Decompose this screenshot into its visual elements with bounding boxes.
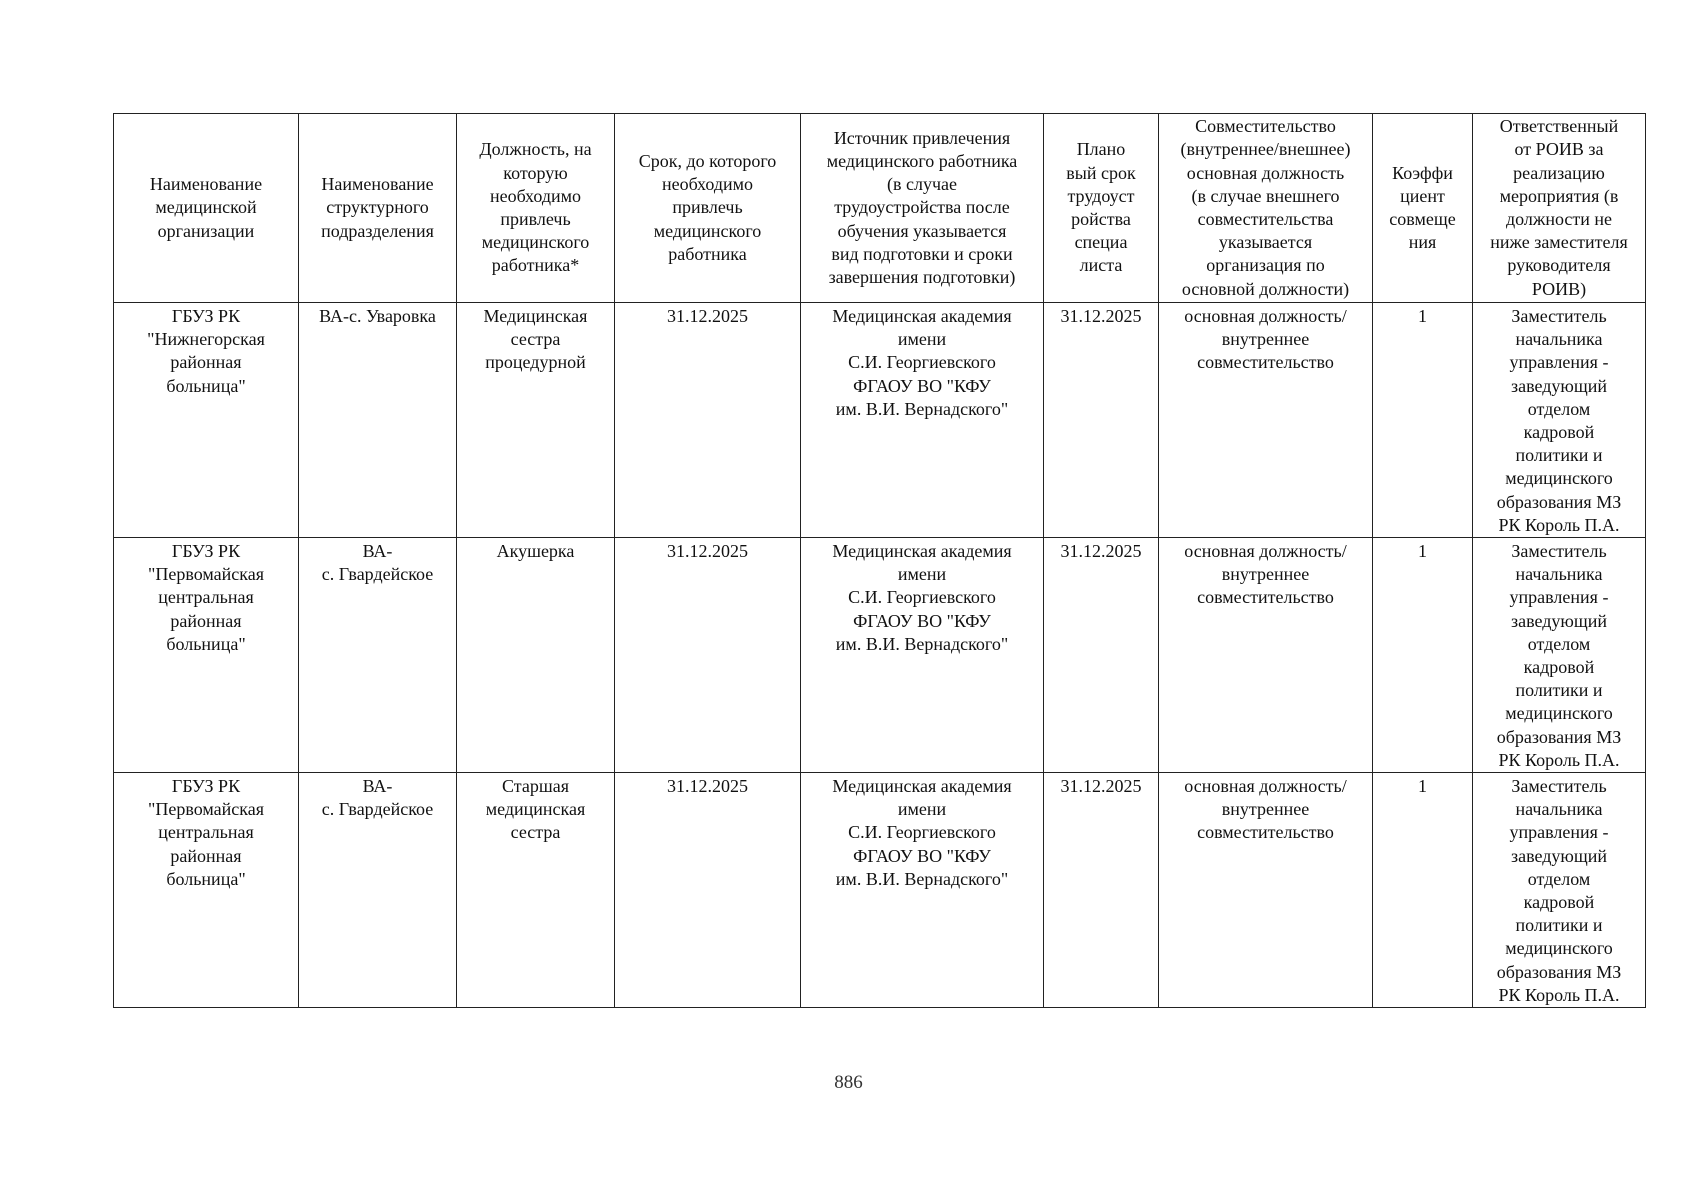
cell-organization: ГБУЗ РК "Первомайская центральная районная больница" (114, 538, 299, 773)
table-row (114, 538, 1646, 773)
table-row (114, 303, 1646, 538)
cell-position: Акушерка (457, 538, 615, 773)
cell-planned-date: 31.12.2025 (1044, 538, 1159, 773)
cell-coefficient: 1 (1373, 538, 1473, 773)
cell-position: Медицинская сестра процедурной (457, 303, 615, 538)
cell-source: Медицинская академия имени С.И. Георгиевского ФГАОУ ВО "КФУ им. В.И. Вернадского" (801, 773, 1044, 1008)
header-responsible: Ответственный от РОИВ за реализацию мероприятия (в должности не ниже заместителя руководителя РОИВ) (1473, 114, 1646, 303)
header-department: Наименование структурного подразделения (299, 114, 457, 303)
header-coefficient: Коэффи циент совмеще ния (1373, 114, 1473, 303)
cell-organization: ГБУЗ РК "Нижнегорская районная больница" (114, 303, 299, 538)
cell-responsible: Заместитель начальника управления - заведующий отделом кадровой политики и медицинского образования МЗ РК Король П.А. (1473, 538, 1646, 773)
cell-deadline: 31.12.2025 (615, 538, 801, 773)
cell-department: ВА- с. Гвардейское (299, 538, 457, 773)
cell-source: Медицинская академия имени С.И. Георгиевского ФГАОУ ВО "КФУ им. В.И. Вернадского" (801, 538, 1044, 773)
header-source: Источник привлечения медицинского работника (в случае трудоустройства после обучения указывается вид подготовки и сроки завершения подготовки) (801, 114, 1044, 303)
table-header-row (114, 114, 1646, 303)
cell-responsible: Заместитель начальника управления - заведующий отделом кадровой политики и медицинского образования МЗ РК Король П.А. (1473, 773, 1646, 1008)
cell-position: Старшая медицинская сестра (457, 773, 615, 1008)
cell-department: ВА- с. Гвардейское (299, 773, 457, 1008)
header-combination: Совместительство (внутреннее/внешнее) основная должность (в случае внешнего совместительства указывается организация по основной должности) (1159, 114, 1373, 303)
cell-planned-date: 31.12.2025 (1044, 773, 1159, 1008)
cell-combination: основная должность/ внутреннее совместительство (1159, 538, 1373, 773)
cell-deadline: 31.12.2025 (615, 773, 801, 1008)
table-row (114, 773, 1646, 1008)
header-planned-date: Плано вый срок трудоуст ройства специа листа (1044, 114, 1159, 303)
cell-combination: основная должность/ внутреннее совместительство (1159, 303, 1373, 538)
staffing-table (113, 113, 1646, 1008)
header-position: Должность, на которую необходимо привлечь медицинского работника* (457, 114, 615, 303)
cell-coefficient: 1 (1373, 303, 1473, 538)
cell-department: ВА-с. Уваровка (299, 303, 457, 538)
cell-responsible: Заместитель начальника управления - заведующий отделом кадровой политики и медицинского образования МЗ РК Король П.А. (1473, 303, 1646, 538)
cell-deadline: 31.12.2025 (615, 303, 801, 538)
cell-coefficient: 1 (1373, 773, 1473, 1008)
header-organization: Наименование медицинской организации (114, 114, 299, 303)
cell-planned-date: 31.12.2025 (1044, 303, 1159, 538)
page-number: 886 (834, 1072, 863, 1093)
cell-source: Медицинская академия имени С.И. Георгиевского ФГАОУ ВО "КФУ им. В.И. Вернадского" (801, 303, 1044, 538)
cell-organization: ГБУЗ РК "Первомайская центральная районная больница" (114, 773, 299, 1008)
header-deadline: Срок, до которого необходимо привлечь медицинского работника (615, 114, 801, 303)
cell-combination: основная должность/ внутреннее совместительство (1159, 773, 1373, 1008)
